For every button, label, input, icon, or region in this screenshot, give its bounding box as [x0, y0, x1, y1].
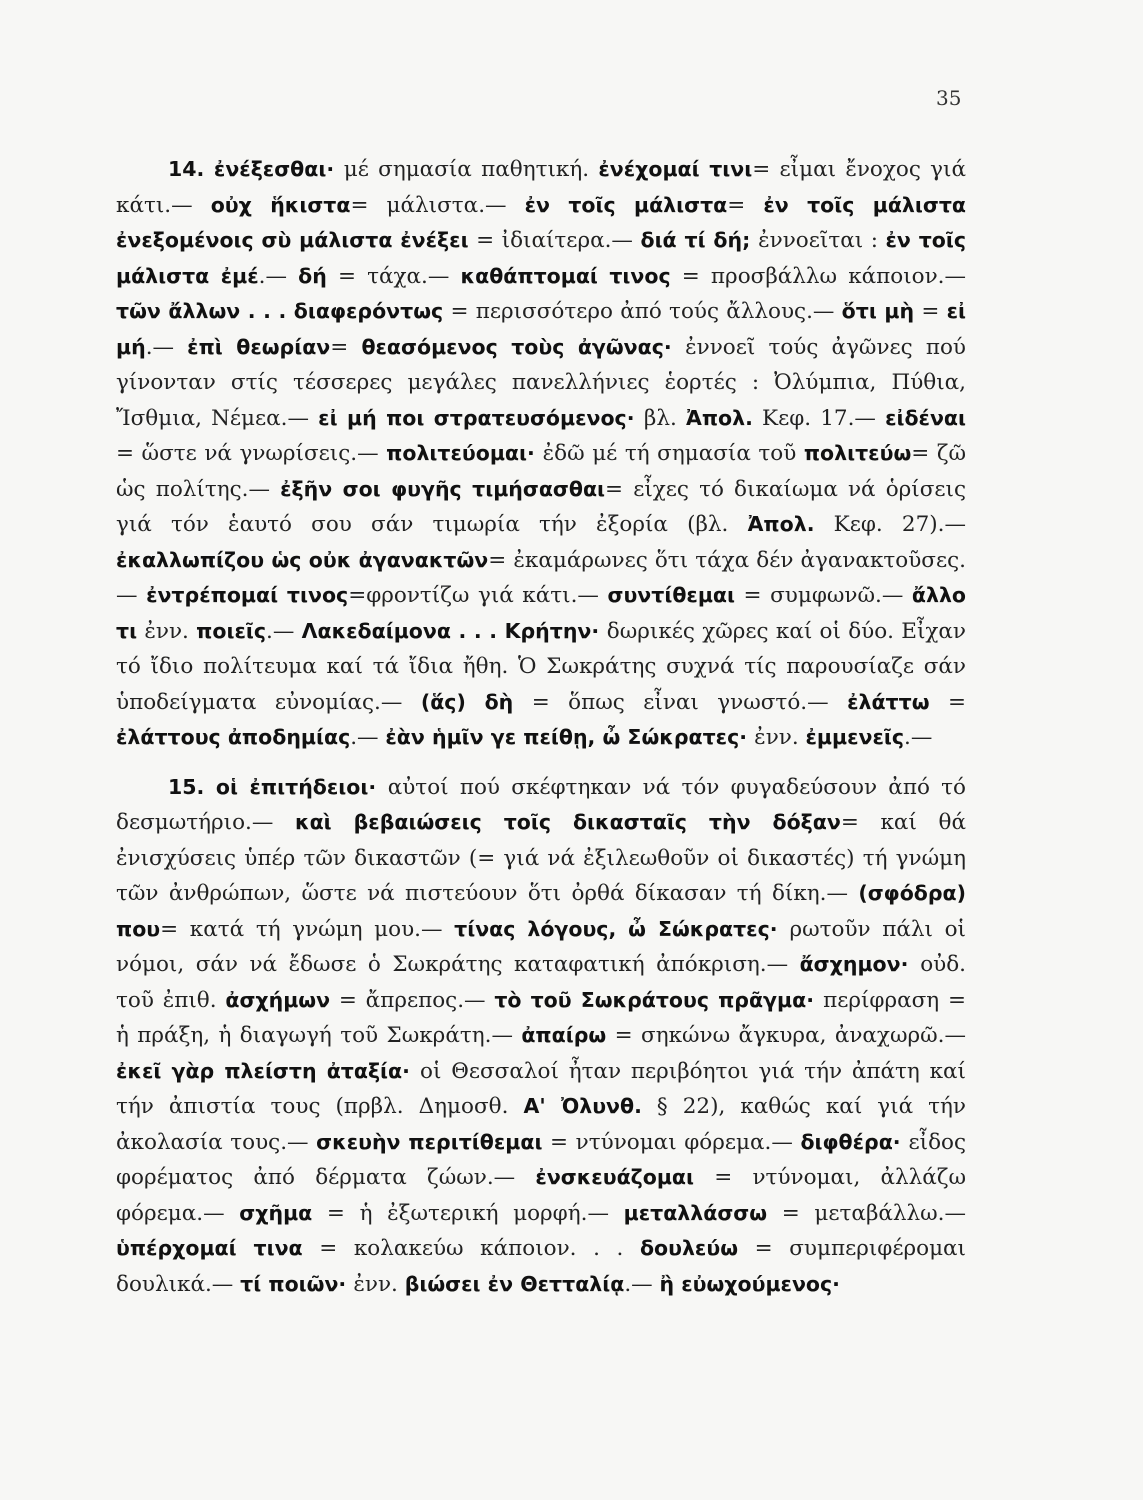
- lemma-term: 15. οἱ ἐπιτήδειοι·: [168, 774, 388, 799]
- gloss-text: .—: [266, 618, 302, 644]
- lemma-term: ἐν τοῖς μάλιστα ἐμέ: [116, 228, 967, 288]
- gloss-text: βλ.: [643, 405, 686, 431]
- gloss-text: περίφραση = ἡ πράξη, ἡ διαγωγή τοῦ Σωκράτη.—: [116, 987, 966, 1048]
- gloss-text: =: [727, 192, 764, 218]
- lemma-term: μεταλλάσσω: [623, 1200, 768, 1225]
- gloss-text: = περισσότερο ἀπό τούς ἄλλους.—: [443, 299, 842, 324]
- gloss-text: = μάλιστα.—: [350, 192, 525, 218]
- gloss-text: .—: [258, 263, 299, 289]
- lemma-term: ὑπέρχομαί τινα: [116, 1236, 303, 1260]
- gloss-text: εἶδος φορέματος ἀπό δέρματα ζώων.—: [116, 1129, 966, 1190]
- lemma-term: τίνας λόγους, ὦ Σώκρατες·: [454, 916, 790, 941]
- lemma-term: (ἅς) δὴ: [420, 689, 514, 714]
- lemma-term: ἀσχήμων: [225, 987, 331, 1012]
- paragraph-14: [116, 152, 966, 756]
- lemma-term: εἰ μή: [116, 299, 966, 359]
- gloss-text: = σηκώνω ἄγκυρα, ἀναχωρῶ.—: [606, 1023, 966, 1048]
- lemma-term: ἀπαίρω: [521, 1023, 607, 1047]
- lemma-term: οὐχ ἥκιστα: [210, 192, 351, 217]
- gloss-text: = ἐκαμάρωνες ὅτι τάχα δέν ἀγανακτοῦσες.—: [116, 547, 966, 608]
- lemma-term: θεασόμενος τοὺς ἀγῶνας·: [361, 334, 686, 359]
- lemma-term: ἐπὶ θεωρίαν: [187, 334, 331, 359]
- gloss-text: ἐνν.: [137, 618, 197, 644]
- gloss-text: = τάχα.—: [326, 263, 461, 289]
- gloss-text: = ζῶ ὡς πολίτης.—: [116, 441, 967, 502]
- lemma-term: ποιεῖς: [196, 618, 266, 643]
- lemma-term: 14. ἐνέξεσθαι·: [168, 157, 344, 181]
- lemma-term: ἐκαλλωπίζου ὡς οὐκ ἀγανακτῶν: [116, 547, 489, 572]
- gloss-text: = κολακεύω κάποιον. . .: [302, 1236, 640, 1261]
- lemma-term: ἐὰν ἡμῖν γε πείθῃ, ὦ Σώκρατες·: [385, 725, 755, 749]
- gloss-text: = συμπεριφέρομαι δουλικά.—: [116, 1236, 966, 1297]
- gloss-text: = ἄπρεπος.—: [330, 987, 495, 1013]
- page-number: 35: [936, 86, 962, 110]
- lemma-term: διφθέρα·: [800, 1129, 909, 1154]
- lemma-term: πολιτεύω: [803, 441, 912, 465]
- lemma-term: εἰ μή ποι στρατευσόμενος·: [318, 405, 644, 430]
- lemma-term: δή: [298, 263, 327, 288]
- lemma-term: ὅτι μὴ: [841, 299, 915, 323]
- gloss-text: = εἶμαι ἔνοχος γιά κάτι.—: [116, 157, 966, 218]
- lemma-term: ἐν τοῖς μάλιστα ἐνεξομένοις σὺ μάλιστα ἐνέξει: [116, 192, 967, 252]
- gloss-text: ἐννοεῖ τούς ἀγῶνες πού γίνονταν στίς τέσσερες μεγάλες πανελλήνιες ἑορτές : Ὀλύμπια, Πύθια, Ἴσθμια, Νέμεα.—: [116, 334, 966, 431]
- lemma-term: τί ποιῶν·: [240, 1271, 354, 1296]
- lemma-term: ἐλάττους ἀποδημίας: [116, 725, 351, 749]
- lemma-term: Α' Ὀλυνθ.: [523, 1094, 642, 1118]
- lemma-term: ἐλάττω: [847, 689, 930, 714]
- lemma-term: ἄσχημον·: [799, 952, 921, 976]
- gloss-text: ἐδῶ μέ τή σημασία τοῦ: [542, 441, 804, 466]
- lemma-term: δουλεύω: [639, 1236, 739, 1260]
- lemma-term: ἐμμενεῖς: [805, 725, 905, 749]
- gloss-text: .—: [624, 1271, 660, 1297]
- lemma-term: ἐνσκευάζομαι: [535, 1165, 695, 1189]
- commentary-body: [116, 152, 966, 1316]
- gloss-text: = ντύνομαι, ἀλλάζω φόρεμα.—: [116, 1165, 966, 1226]
- lemma-term: ἄλλο τι: [116, 583, 967, 643]
- gloss-text: ἐνν.: [754, 725, 806, 750]
- gloss-text: = εἶχες τό δικαίωμα νά ὁρίσεις γιά τόν ἑαυτό σου σάν τιμωρία τήν ἐξορία (βλ.: [116, 476, 966, 537]
- lemma-term: Ἀπολ.: [747, 512, 815, 536]
- lemma-term: ἐντρέπομαί τινος: [146, 583, 349, 607]
- lemma-term: ἐν τοῖς μάλιστα: [524, 192, 728, 217]
- gloss-text: Κεφ. 17.—: [752, 405, 886, 431]
- lemma-term: σκευὴν περιτίθεμαι: [316, 1129, 543, 1154]
- gloss-text: =φροντίζω γιά κάτι.—: [348, 583, 608, 608]
- gloss-text: = ὅπως εἶναι γνωστό.—: [513, 689, 848, 715]
- paragraph-15: [116, 770, 966, 1303]
- gloss-text: = προσβάλλω κάποιον.—: [670, 263, 967, 289]
- lemma-term: (σφόδρα) που: [116, 881, 966, 941]
- lemma-term: Λακεδαίμονα . . . Κρήτην·: [301, 618, 607, 643]
- lemma-term: βιώσει ἐν Θετταλίᾳ: [404, 1271, 625, 1296]
- gloss-text: ἐννοεῖται :: [758, 228, 886, 253]
- gloss-text: = ὥστε νά γνωρίσεις.—: [116, 441, 387, 466]
- gloss-text: .—: [350, 725, 386, 750]
- gloss-text: =: [929, 689, 966, 715]
- lemma-term: πολιτεύομαι·: [386, 441, 543, 465]
- gloss-text: = ἰδιαίτερα.—: [468, 228, 641, 253]
- gloss-text: = καί θά ἐνισχύσεις ὑπέρ τῶν δικαστῶν (= γιά νά ἐξιλεωθοῦν οἱ δικαστές) τή γνώμη τῶν ἀνθρώπων, ὥστε νά πιστεύουν ὅτι ὀρθά δίκασαν τή δίκη.—: [116, 810, 966, 906]
- lemma-term: σχῆμα: [239, 1200, 313, 1225]
- gloss-text: = μεταβάλλω.—: [767, 1200, 967, 1226]
- lemma-term: Ἀπολ.: [685, 405, 753, 430]
- lemma-term: διά τί δή;: [640, 228, 759, 252]
- gloss-text: οὐδ. τοῦ ἐπιθ.: [116, 952, 966, 1013]
- gloss-text: .—: [145, 334, 188, 360]
- gloss-text: =: [330, 334, 362, 360]
- gloss-text: οἱ Θεσσαλοί ἦταν περιβόητοι γιά τήν ἀπάτη καί τήν ἀπιστία τους (πρβλ. Δημοσθ.: [116, 1058, 966, 1119]
- gloss-text: ρωτοῦν πάλι οἱ νόμοι, σάν νά ἔδωσε ὁ Σωκράτης καταφατική ἀπόκριση.—: [116, 916, 966, 977]
- gloss-text: δωρικές χῶρες καί οἱ δύο. Εἶχαν τό ἴδιο πολίτευμα καί τά ἴδια ἤθη. Ὁ Σωκράτης συχνά τίς παρουσίαζε σάν ὑποδείγματα εὐνομίας.—: [116, 618, 967, 715]
- gloss-text: = ἡ ἐξωτερική μορφή.—: [312, 1200, 624, 1226]
- gloss-text: .—: [904, 725, 933, 750]
- lemma-term: τὸ τοῦ Σωκράτους πρᾶγμα·: [494, 987, 824, 1012]
- gloss-text: αὐτοί πού σκέφτηκαν νά τόν φυγαδεύσουν ἀπό τό δεσμωτήριο.—: [116, 774, 966, 835]
- gloss-text: = ντύνομαι φόρεμα.—: [542, 1129, 801, 1155]
- gloss-text: μέ σημασία παθητική.: [343, 157, 599, 182]
- gloss-text: = κατά τή γνώμη μου.—: [160, 916, 455, 942]
- lemma-term: ἐκεῖ γὰρ πλείστη ἀταξία·: [116, 1058, 421, 1083]
- gloss-text: = συμφωνῶ.—: [734, 583, 912, 608]
- gloss-text: ἐνν.: [353, 1271, 405, 1297]
- lemma-term: τῶν ἄλλων . . . διαφερόντως: [116, 299, 444, 323]
- lemma-term: συντίθεμαι: [607, 583, 735, 607]
- lemma-term: εἰδέναι: [885, 405, 966, 430]
- gloss-text: § 22), καθώς καί γιά τήν ἀκολασία τους.—: [116, 1094, 966, 1155]
- lemma-term: ἐξῆν σοι φυγῆς τιμήσασθαι: [280, 476, 606, 501]
- lemma-term: καθάπτομαί τινος: [460, 263, 671, 288]
- gloss-text: Κεφ. 27).—: [814, 512, 966, 537]
- lemma-term: ἐνέχομαί τινι: [598, 157, 753, 181]
- gloss-text: =: [914, 299, 947, 324]
- lemma-term: καὶ βεβαιώσεις τοῖς δικασταῖς τὴν δόξαν: [295, 810, 841, 834]
- lemma-term: ἢ εὐωχούμενος·: [659, 1271, 840, 1296]
